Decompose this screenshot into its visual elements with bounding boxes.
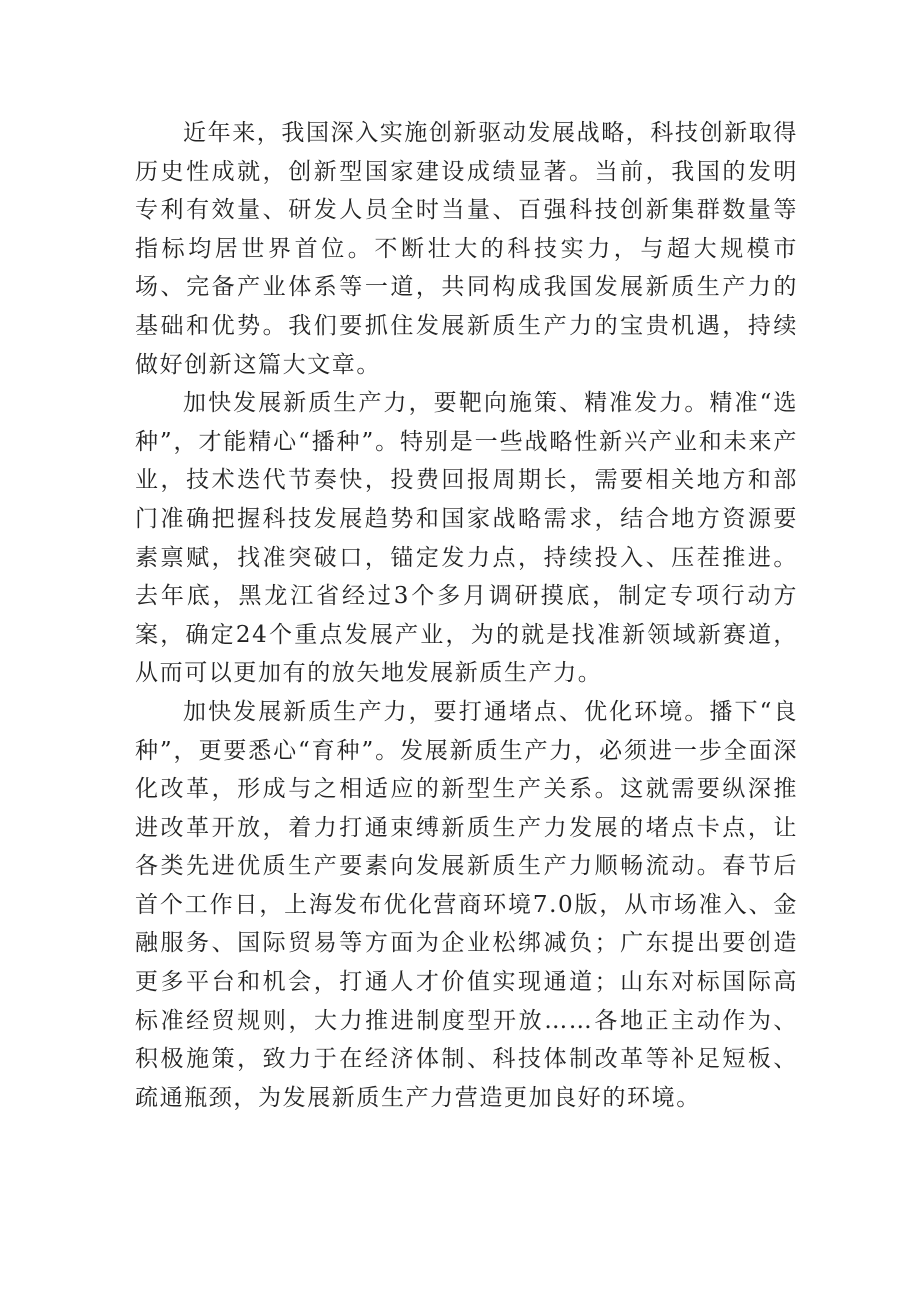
paragraph-optimize-environment: 加快发展新质生产力，要打通堵点、优化环境。播下“良种”，更要悉心“育种”。发展新质生产力，必须进一步全面深化改革，形成与之相适应的新型生产关系。这就需要纵深推进改革开放，着力打通束缚新质生产力发展的堵点卡点，让各类先进优质生产要素向发展新质生产力顺畅流动。春节后首个工作日，上海发布优化营商环境7.0版，从市场准入、金融服务、国际贸易等方面为企业松绑减负；广东提出要创造更多平台和机会，打通人才价值实现通道；山东对标国际高标准经贸规则，大力推进制度型开放……各地正主动作为、积极施策，致力于在经济体制、科技体制改革等补足短板、疏通瓶颈，为发展新质生产力营造更加良好的环境。 [135,698,798,1111]
paragraph-targeted-policy: 加快发展新质生产力，要靶向施策、精准发力。精准“选种”，才能精心“播种”。特别是一些战略性新兴产业和未来产业，技术迭代节奏快，投费回报周期长，需要相关地方和部门准确把握科技发展趋势和国家战略需求，结合地方资源要素禀赋，找准突破口，锚定发力点，持续投入、压茬推进。去年底，黑龙江省经过3个多月调研摸底，制定专项行动方案，确定24个重点发展产业，为的就是找准新领域新赛道，从而可以更加有的放矢地发展新质生产力。 [135,390,798,687]
paragraph-innovation-achievements: 近年来，我国深入实施创新驱动发展战略，科技创新取得历史性成就，创新型国家建设成绩显著。当前，我国的发明专利有效量、研发人员全时当量、百强科技创新集群数量等指标均居世界首位。不断壮大的科技实力，与超大规模市场、完备产业体系等一道，共同构成我国发展新质生产力的基础和优势。我们要抓住发展新质生产力的宝贵机遇，持续做好创新这篇大文章。 [135,120,798,378]
article-body [135,114,798,1117]
